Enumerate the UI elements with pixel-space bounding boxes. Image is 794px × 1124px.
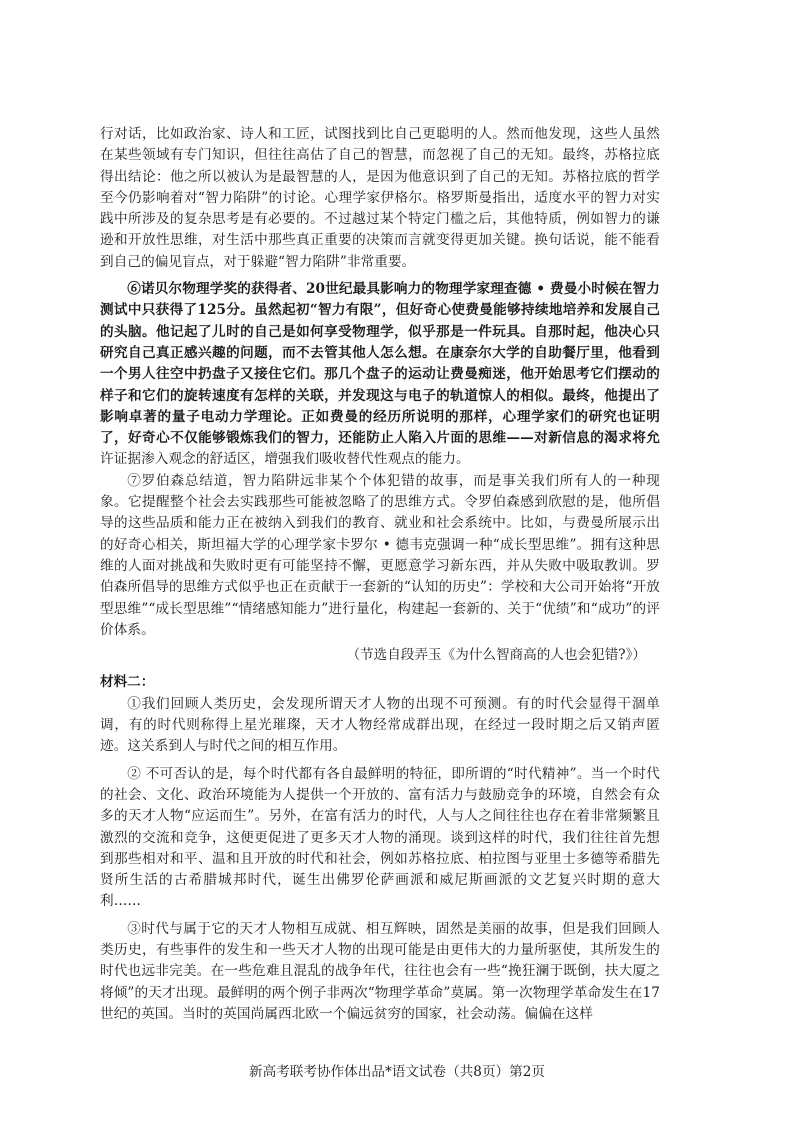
paragraph-6-regular-text: 许证据渗入观念的舒适区，增强我们吸收替代性观点的能力。 [100, 451, 470, 468]
paragraph-6 [100, 279, 660, 471]
paragraph-6-bold-text: ⑥诺贝尔物理学奖的获得者、20世纪最具影响力的物理学家理查德 • 费曼小时候在智力测试中只获得了125分。虽然起初“智力有限”，但好奇心使费曼能够持续地培养和发展自己的头脑。他记起了儿时的自己是如何享受物理学，似乎那是一件玩具。自那时起，他决心只研究自己真正感兴趣的问题，而不去管其他人怎么想。在康奈尔大学的自助餐厅里，他看到一个男人往空中扔盘子又接住它们。那几个盘子的运动让费曼痴迷，他开始思考它们摆动的样子和它们的旋转速度有怎样的关联，并发现这与电子的轨道惊人的相似。最终，他提出了影响卓著的量子电动力学理论。正如费曼的经历所说明的那样，心理学家们的研究也证明了，好奇心不仅能够锻炼我们的智力，还能防止人陷入片面的思维——对新信息的渴求将允 [100, 281, 660, 447]
material-2-heading: 材料二： [100, 674, 155, 691]
material-2-paragraph-2: ② 不可否认的是，每个时代都有各自最鲜明的特征，即所谓的“时代精神”。当一个时代的社会、文化、政治环境能为人提供一个开放的、富有活力与鼓励竞争的环境，自然会有众多的天才人物“应运而生”。另外，在富有活力的时代，人与人之间往往也存在着非常频繁且激烈的交流和竞争，这便更促进了更多天才人物的涌现。谈到这样的时代，我们往往首先想到那些相对和平、温和且开放的时代和社会，例如苏格拉底、柏拉图与亚里士多德等希腊先贤所生活的古希腊城邦时代，诞生出佛罗伦萨画派和威尼斯画派的文艺复兴时期的意大利…… [100, 765, 660, 910]
source-citation: （节选自段弄玉《为什么智商高的人也会犯错?》） [346, 647, 646, 664]
paragraph-7: ⑦罗伯森总结道，智力陷阱远非某个个体犯错的故事，而是事关我们所有人的一种现象。它提醒整个社会去实践那些可能被忽略了的思维方式。令罗伯森感到欣慰的是，他所倡导的这些品质和能力正在被纳入到我们的教育、就业和社会系统中。比如，与费曼所展示出的好奇心相关，斯坦福大学的心理学家卡罗尔 • 德韦克强调一种“成长型思维”。拥有这种思维的人面对挑战和失败时更有可能坚持不懈，更愿意学习新东西，并从失败中吸取教训。罗伯森所倡导的思维方式似乎也正在贡献于一套新的“认知的历史”：学校和大公司开始将“开放型思维”“成长型思维”“情绪感知能力”进行量化，构建起一套新的、关于“优绩”和“成功”的评价体系。 [100, 472, 660, 638]
material-2-paragraph-1: ①我们回顾人类历史，会发现所谓天才人物的出现不可预测。有的时代会显得干涸单调，有的时代则称得上星光璀璨，天才人物经常成群出现，在经过一段时期之后又销声匿迹。这关系到人与时代之间的相互作用。 [100, 695, 660, 755]
material-2-paragraph-3: ③时代与属于它的天才人物相互成就、相互辉映，固然是美丽的故事，但是我们回顾人类历史，有些事件的发生和一些天才人物的出现可能是由更伟大的力量所驱使，其所发生的时代也远非完美。在一些危难且混乱的战争年代，往往也会有一些“挽狂澜于既倒，扶大厦之将倾”的天才出现。最鲜明的两个例子非两次“物理学革命”莫属。第一次物理学革命发生在17世纪的英国。当时的英国尚属西北欧一个偏远贫穷的国家，社会动荡。偏偏在这样 [100, 920, 660, 1022]
page-footer: 新高考联考协作体出品*语文试卷（共8页）第2页 [249, 1064, 545, 1080]
page-body [100, 124, 660, 1025]
paragraph-continuation: 行对话，比如政治家、诗人和工匠，试图找到比自己更聪明的人。然而他发现，这些人虽然在某些领域有专门知识，但往往高估了自己的智慧，而忽视了自己的无知。最终，苏格拉底得出结论：他之所以被认为是最智慧的人，是因为他意识到了自己的无知。苏格拉底的哲学至今仍影响着对“智力陷阱”的讨论。心理学家伊格尔。格罗斯曼指出，适度水平的智力对实践中所涉及的复杂思考是有必要的。不过越过某个特定门槛之后，其他特质，例如智力的谦逊和开放性思维，对生活中那些真正重要的决策而言就变得更加关键。换句话说，能不能看到自己的偏见盲点，对于躲避“智力陷阱”非常重要。 [100, 126, 660, 270]
